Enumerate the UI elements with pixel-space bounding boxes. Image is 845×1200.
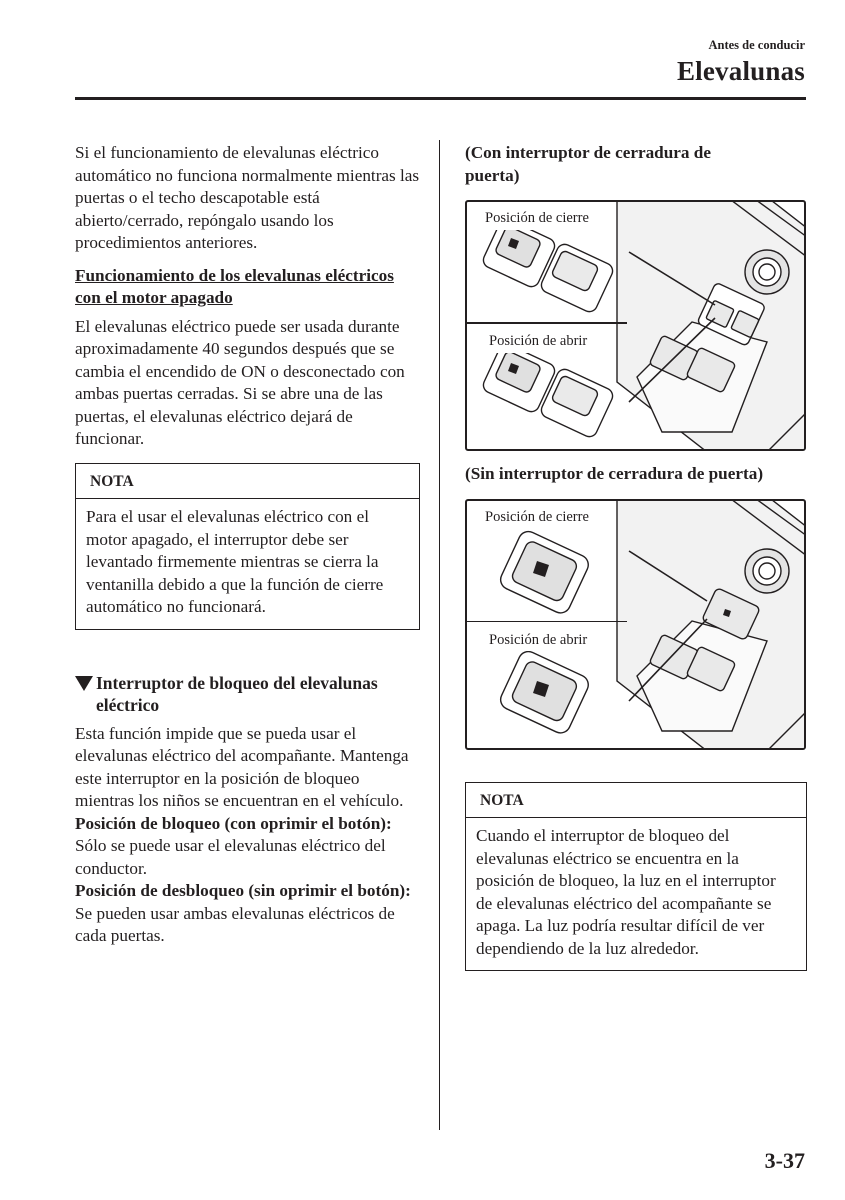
note-label-2: NOTA: [466, 783, 806, 819]
figure2-closed-label: Posición de cierre: [485, 506, 589, 529]
door-switch-panel-illustration-2: [467, 501, 804, 748]
figure2-separator: [467, 621, 627, 623]
lock-position-text: Sólo se puede usar el elevalunas eléctrico del conductor.: [75, 836, 386, 878]
figure1-separator: [467, 322, 627, 324]
page-title: Elevalunas: [676, 56, 805, 86]
section-heading-text: Interruptor de bloqueo del elevalunas eléctrico: [96, 672, 378, 715]
note-box-2: [465, 782, 807, 972]
motor-off-paragraph: El elevalunas eléctrico puede ser usada durante aproximadamente 40 segundos después que se cambia el encendido de ON o desconectado con ambas puertas cerradas. Si se abre una de las puertas, el elevalunas eléctrico dejará de funcionar.: [75, 316, 405, 448]
section-label: Antes de conducir: [708, 38, 805, 52]
figure1-caption: (Con interruptor de cerradura de puerta): [465, 143, 711, 185]
header-rule: [75, 97, 806, 100]
note-text-2: Cuando el interruptor de bloqueo del elevalunas eléctrico se encuentra en la posición de bloqueo, la luz en el interruptor de elevalunas eléctrico del acompañante se apaga. La luz podría resultar difícil de ver dependiendo de la luz alrededor.: [476, 826, 776, 958]
lock-position-heading: Posición de bloqueo (con oprimir el botón):: [75, 813, 392, 833]
figure-without-door-lock: [465, 499, 806, 750]
figure1-closed-label: Posición de cierre: [485, 207, 589, 230]
motor-off-heading: Funcionamiento de los elevalunas eléctricos con el motor apagado: [75, 265, 394, 307]
figure-with-door-lock: [465, 200, 806, 451]
figure2-caption: (Sin interruptor de cerradura de puerta): [465, 464, 764, 483]
figure2-open-label: Posición de abrir: [489, 629, 587, 652]
intro-paragraph: Si el funcionamiento de elevalunas eléctrico automático no funciona normalmente mientras las puertas o el techo descapotable está abierto/cerrado, repóngalo usando los procedimientos anteriores.: [75, 143, 420, 252]
note-text: Para el usar el elevalunas eléctrico con el motor apagado, el interruptor debe ser levantado firmemente mientras se cierra la ventanilla debido a que la función de cierre automático no funcionará.: [86, 507, 384, 616]
section-heading: [75, 672, 420, 717]
note-box: [75, 463, 420, 630]
note-label: NOTA: [76, 464, 419, 500]
triangle-bullet-icon: [75, 676, 93, 691]
column-divider: [439, 140, 440, 1130]
left-column: [75, 142, 420, 948]
unlock-position-heading: Posición de desbloqueo (sin oprimir el botón):: [75, 881, 411, 900]
figure1-open-label: Posición de abrir: [489, 330, 587, 353]
door-switch-panel-illustration: [467, 202, 804, 449]
section-paragraph: Esta función impide que se pueda usar el elevalunas eléctrico del acompañante. Mantenga este interruptor en la posición de bloqueo mientras los niños se encuentran en el vehículo.: [75, 723, 409, 810]
page-number: 3-37: [764, 1148, 805, 1173]
unlock-position-text: Se pueden usar ambas elevalunas eléctricos de cada puertas.: [75, 903, 395, 945]
right-column: [465, 142, 807, 971]
